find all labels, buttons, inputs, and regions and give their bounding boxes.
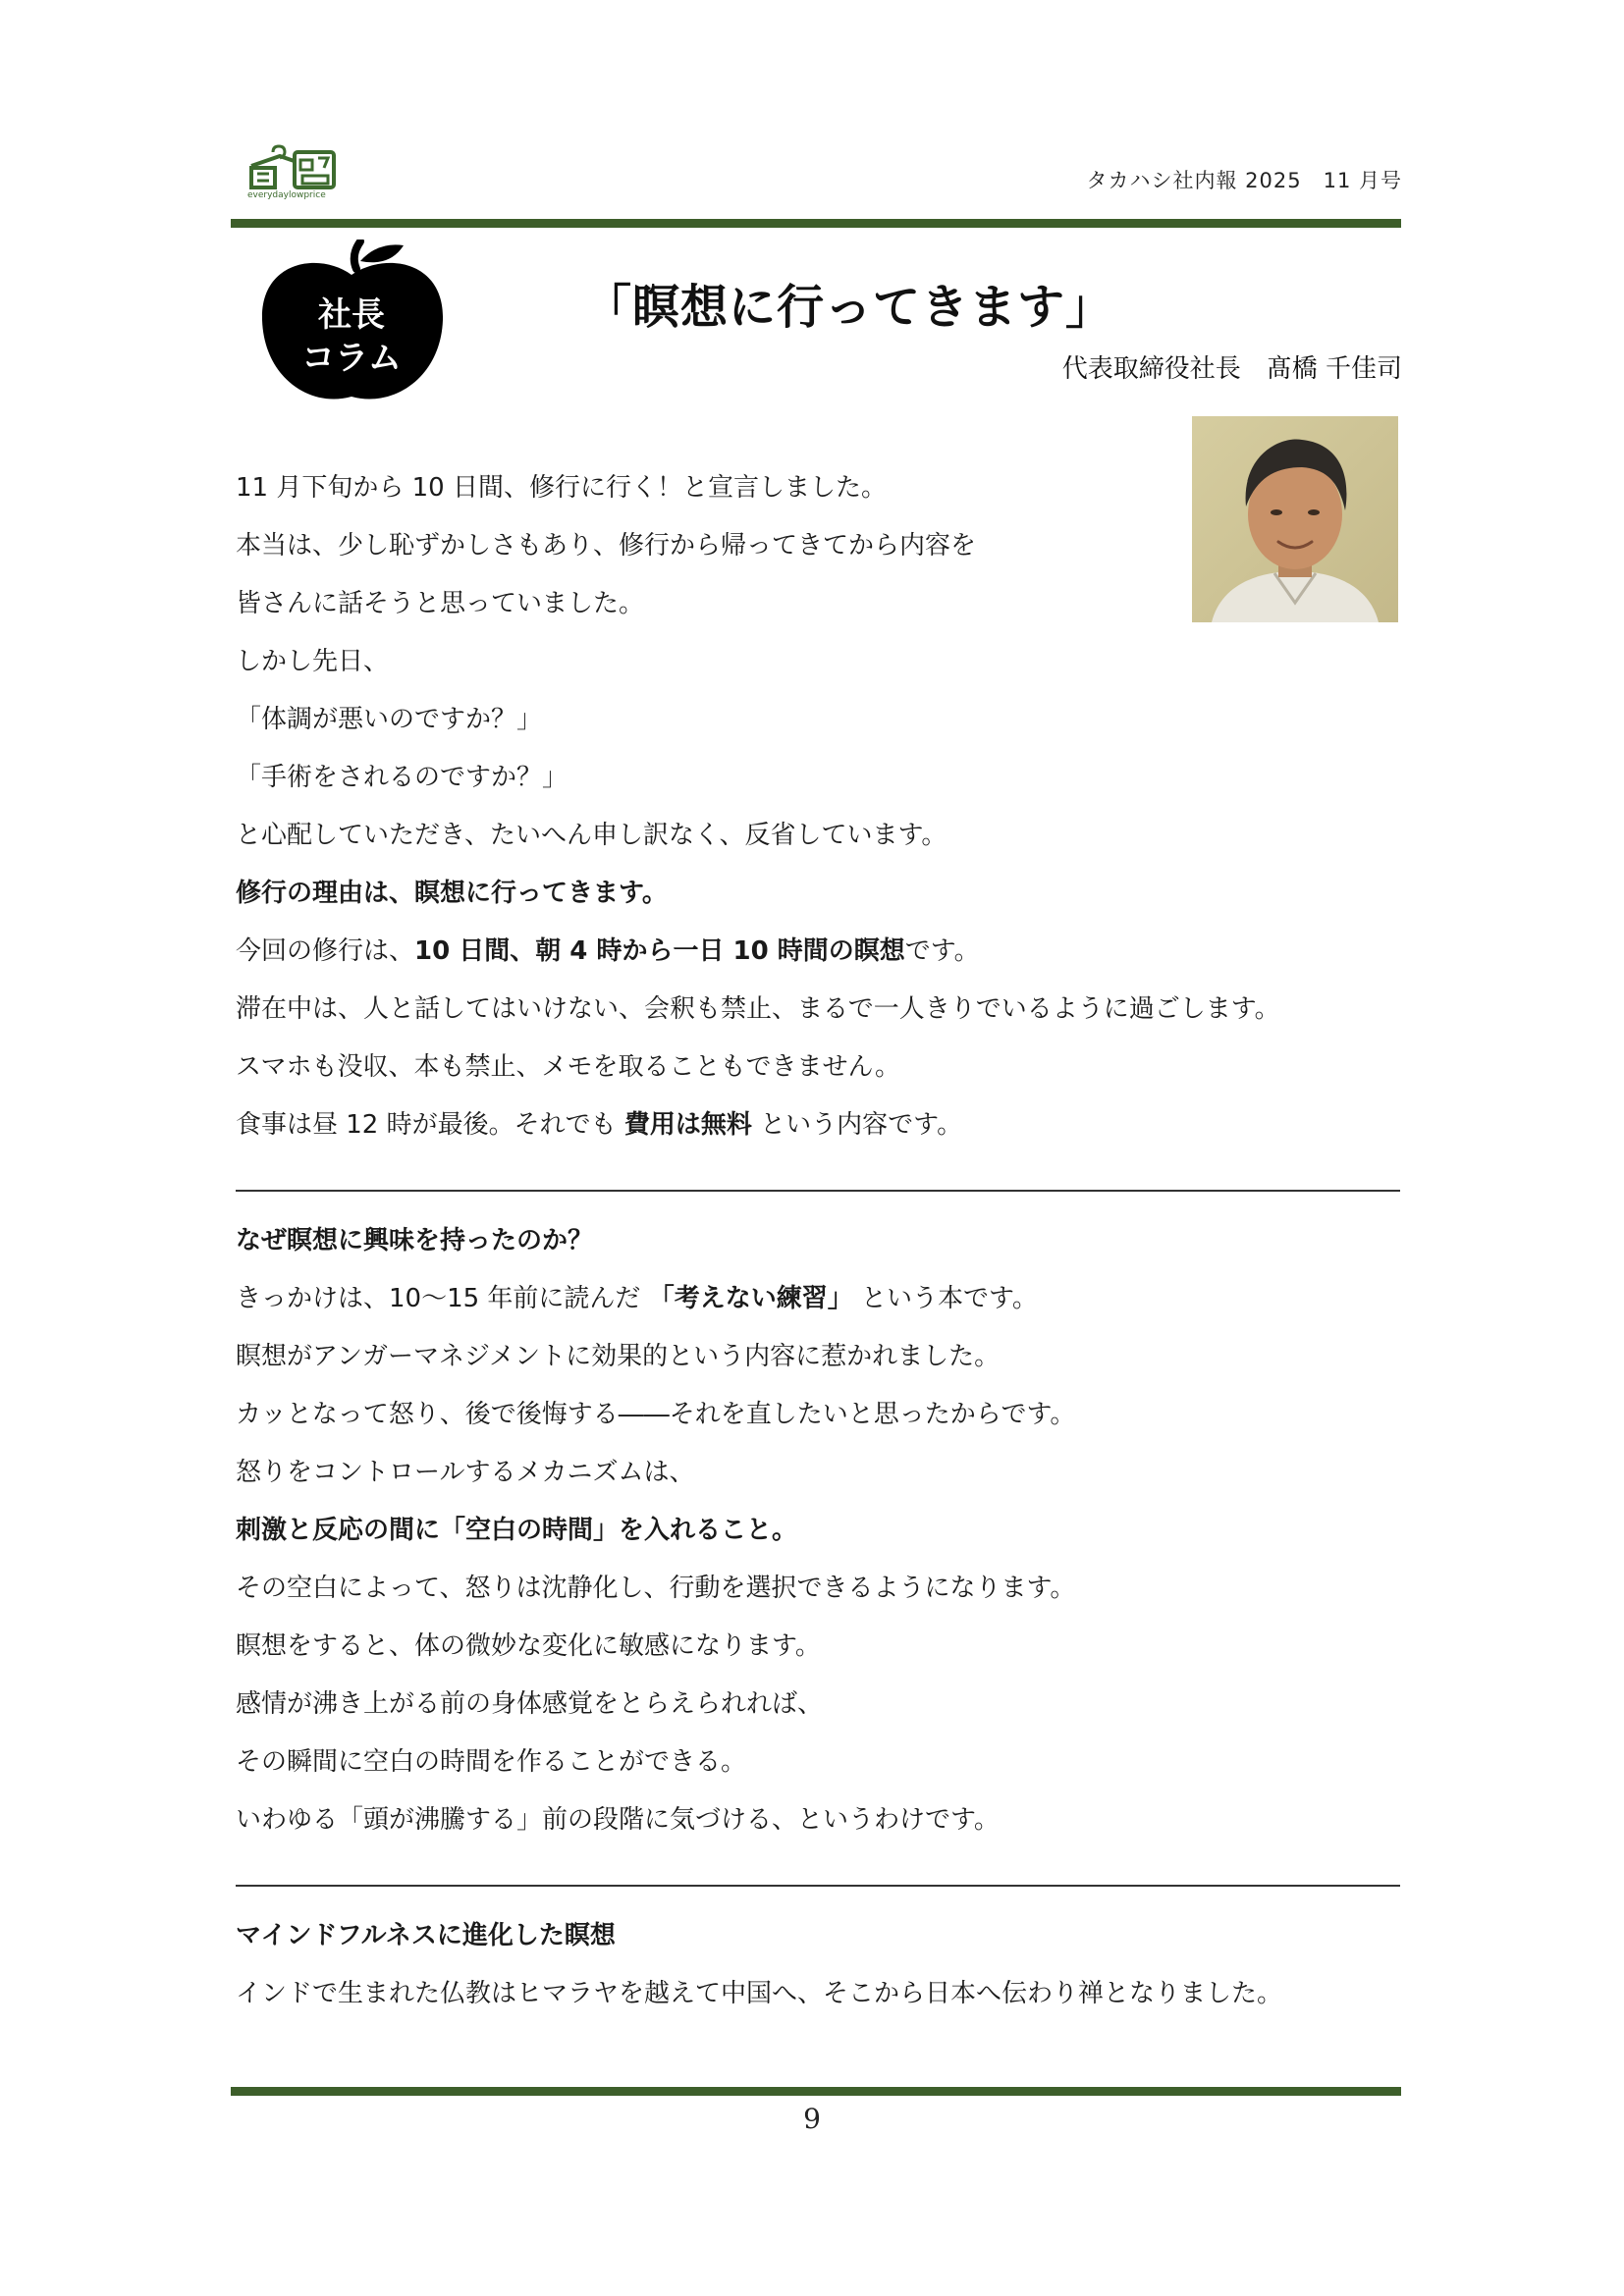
header-rule <box>231 219 1401 228</box>
logo-tagline: everydaylowprice <box>247 190 326 199</box>
section-divider <box>236 1154 1404 1212</box>
badge-line2: コラム <box>301 339 402 378</box>
paragraph-line: 瞑想をすると、体の微妙な変化に敏感になります。 <box>236 1631 821 1661</box>
author-byline: 代表取締役社長 髙橋 千佳司 <box>1061 354 1402 384</box>
paragraph-line <box>236 1096 1404 1154</box>
page-number: 9 <box>803 2103 821 2135</box>
footer-rule <box>231 2087 1401 2096</box>
emphasis-line: 刺激と反応の間に「空白の時間」を入れること。 <box>236 1516 798 1545</box>
paragraph-line: スマホも没収、本も禁止、メモを取ることもできません。 <box>236 1052 901 1082</box>
section-heading: なぜ瞑想に興味を持ったのか？ <box>236 1226 594 1255</box>
article-body <box>236 459 1404 2023</box>
paragraph-line: しかし先日、 <box>236 647 390 676</box>
text-run-bold: 10 日間、朝 4 時から一日 10 時間の瞑想 <box>414 936 905 966</box>
paragraph-line: いわゆる「頭が沸騰する」前の段階に気づける、というわけです。 <box>236 1805 1000 1835</box>
paragraph-line: 滞在中は、人と話してはいけない、会釈も禁止、まるで一人きりでいるように過ごします。 <box>236 994 1280 1024</box>
paragraph-line: 皆さんに話そうと思っていました。 <box>236 589 645 618</box>
paragraph-line: 怒りをコントロールするメカニズムは、 <box>236 1458 695 1487</box>
text-run: という内容です。 <box>751 1110 963 1140</box>
column-title: 「瞑想に行ってきます」 <box>584 280 1114 335</box>
text-run: 食事は昼 12 時が最後。それでも <box>236 1110 624 1140</box>
paragraph-line: と心配していただき、たいへん申し訳なく、反省しています。 <box>236 821 947 850</box>
emphasis-line: 修行の理由は、瞑想に行ってきます。 <box>236 879 668 908</box>
paragraph-line: その瞬間に空白の時間を作ることができる。 <box>236 1747 747 1777</box>
apple-badge <box>250 240 454 408</box>
paragraph-line: 感情が沸き上がる前の身体感覚をとらえられれば、 <box>236 1689 824 1719</box>
company-logo <box>245 142 344 199</box>
paragraph-line: 本当は、少し恥ずかしさもあり、修行から帰ってきてから内容を <box>236 531 977 561</box>
quote-line: 「体調が悪いのですか？」 <box>236 705 543 734</box>
paragraph-line <box>236 923 1404 981</box>
paragraph-line: インドで生まれた仏教はヒマラヤを越えて中国へ、そこから日本へ伝わり禅となりました。 <box>236 1979 1283 2008</box>
text-run: 今回の修行は、 <box>236 936 415 966</box>
paragraph-line: 瞑想がアンガーマネジメントに効果的という内容に惹かれました。 <box>236 1342 1001 1371</box>
badge-line1: 社長 <box>318 295 385 335</box>
section-heading: マインドフルネスに進化した瞑想 <box>236 1921 616 1950</box>
paragraph-line: その空白によって、怒りは沈静化し、行動を選択できるようになります。 <box>236 1574 1076 1603</box>
section-divider <box>236 1849 1404 1907</box>
paragraph-line: カッとなって怒り、後で後悔する――それを直したいと思ったからです。 <box>236 1400 1076 1429</box>
issue-label: タカハシ社内報 2025 11 月号 <box>1086 169 1402 192</box>
paragraph-line: 11 月下旬から 10 日間、修行に行く！と宣言しました。 <box>236 473 887 503</box>
text-run-bold: 費用は無料 <box>623 1110 752 1140</box>
paragraph-line <box>236 1270 1404 1328</box>
text-run: という本です。 <box>852 1284 1038 1313</box>
text-run: です。 <box>904 936 980 966</box>
quote-line: 「手術をされるのですか？」 <box>236 763 568 792</box>
text-run: きっかけは、10～15 年前に読んだ <box>236 1284 649 1313</box>
text-run-bold: 「考えない練習」 <box>648 1284 853 1313</box>
